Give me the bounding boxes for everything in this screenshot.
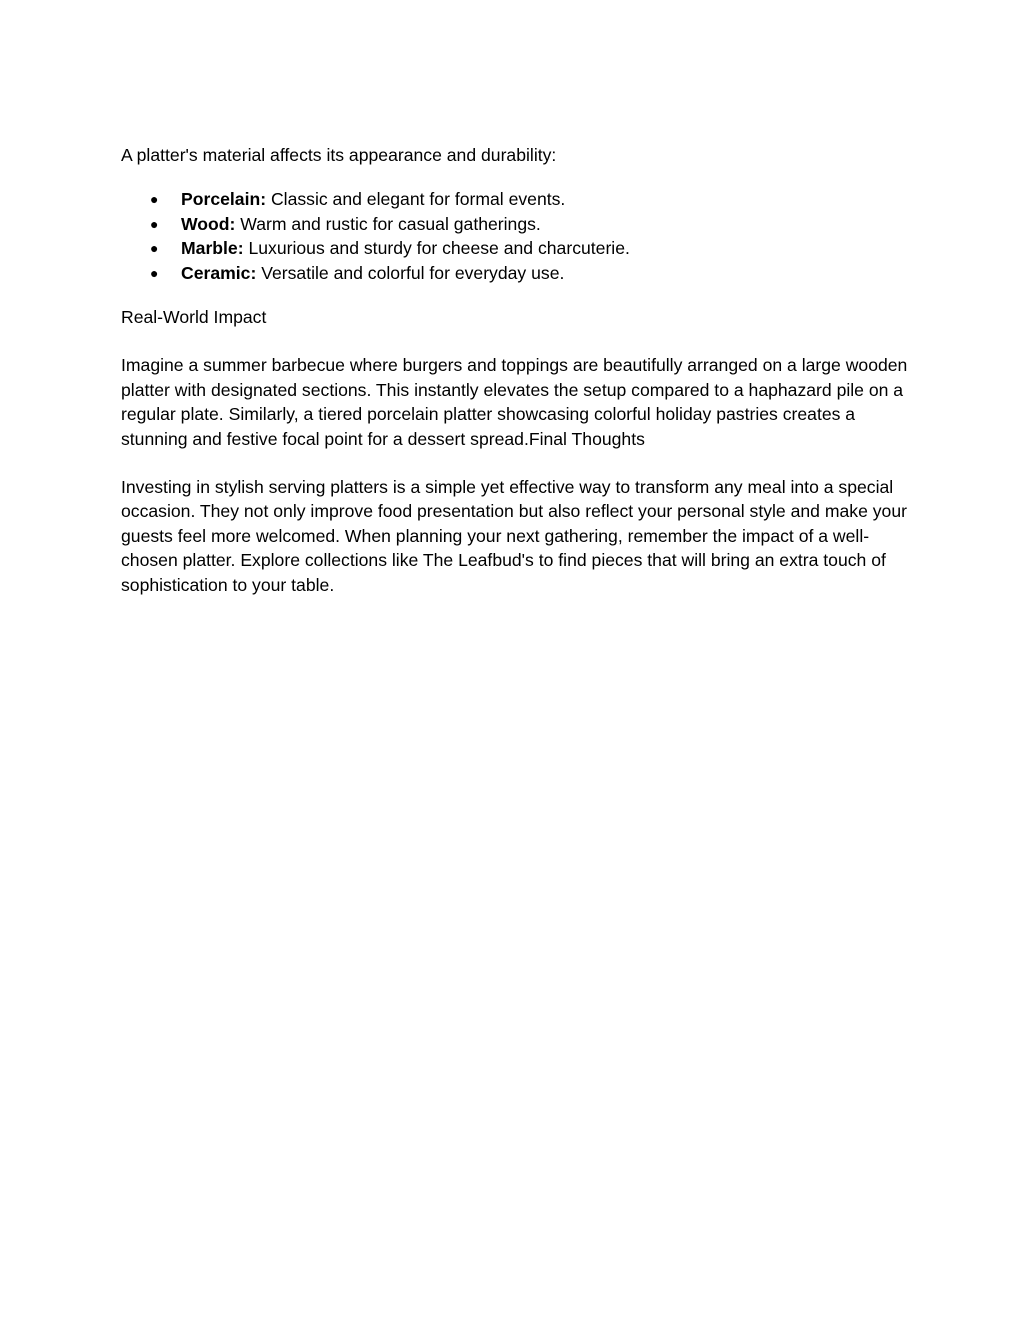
- bullet-icon: ●: [150, 264, 159, 281]
- bullet-icon: ●: [150, 215, 159, 232]
- material-description: Warm and rustic for casual gatherings.: [235, 213, 541, 234]
- material-description: Luxurious and sturdy for cheese and charcuterie.: [243, 238, 630, 259]
- material-term: Marble:: [181, 238, 244, 259]
- material-term: Porcelain:: [181, 189, 267, 210]
- paragraph-real-world-impact: Imagine a summer barbecue where burgers and toppings are beautifully arranged on a large wooden platter with designated sections. This instantly elevates the setup compared to a haphazard pile on a regular plate. Similarly, a tiered porcelain platter showcasing colorful holiday pastries creates a stunning and festive focal point for a dessert spread.Final Thoughts: [121, 355, 908, 449]
- document-body: [121, 143, 911, 621]
- bullet-icon: ●: [150, 240, 159, 257]
- list-item: [121, 236, 911, 260]
- list-item: [121, 261, 911, 285]
- bullet-icon: ●: [150, 191, 159, 208]
- material-description: Versatile and colorful for everyday use.: [256, 262, 565, 283]
- list-item: [121, 212, 911, 236]
- paragraph-final-thoughts: Investing in stylish serving platters is a simple yet effective way to transform any meal into a special occasion. They not only improve food presentation but also reflect your personal style and make your guests feel more welcomed. When planning your next gathering, remember the impact of a well-chosen platter. Explore collections like The Leafbud's to find pieces that will bring an extra touch of sophistication to your table.: [121, 477, 907, 595]
- intro-text: A platter's material affects its appearance and durability:: [121, 145, 557, 165]
- materials-list: [121, 187, 911, 285]
- list-item: [121, 187, 911, 211]
- material-term: Ceramic:: [181, 262, 257, 283]
- section-heading: Real-World Impact: [121, 307, 267, 328]
- material-description: Classic and elegant for formal events.: [266, 189, 566, 210]
- material-term: Wood:: [181, 213, 236, 234]
